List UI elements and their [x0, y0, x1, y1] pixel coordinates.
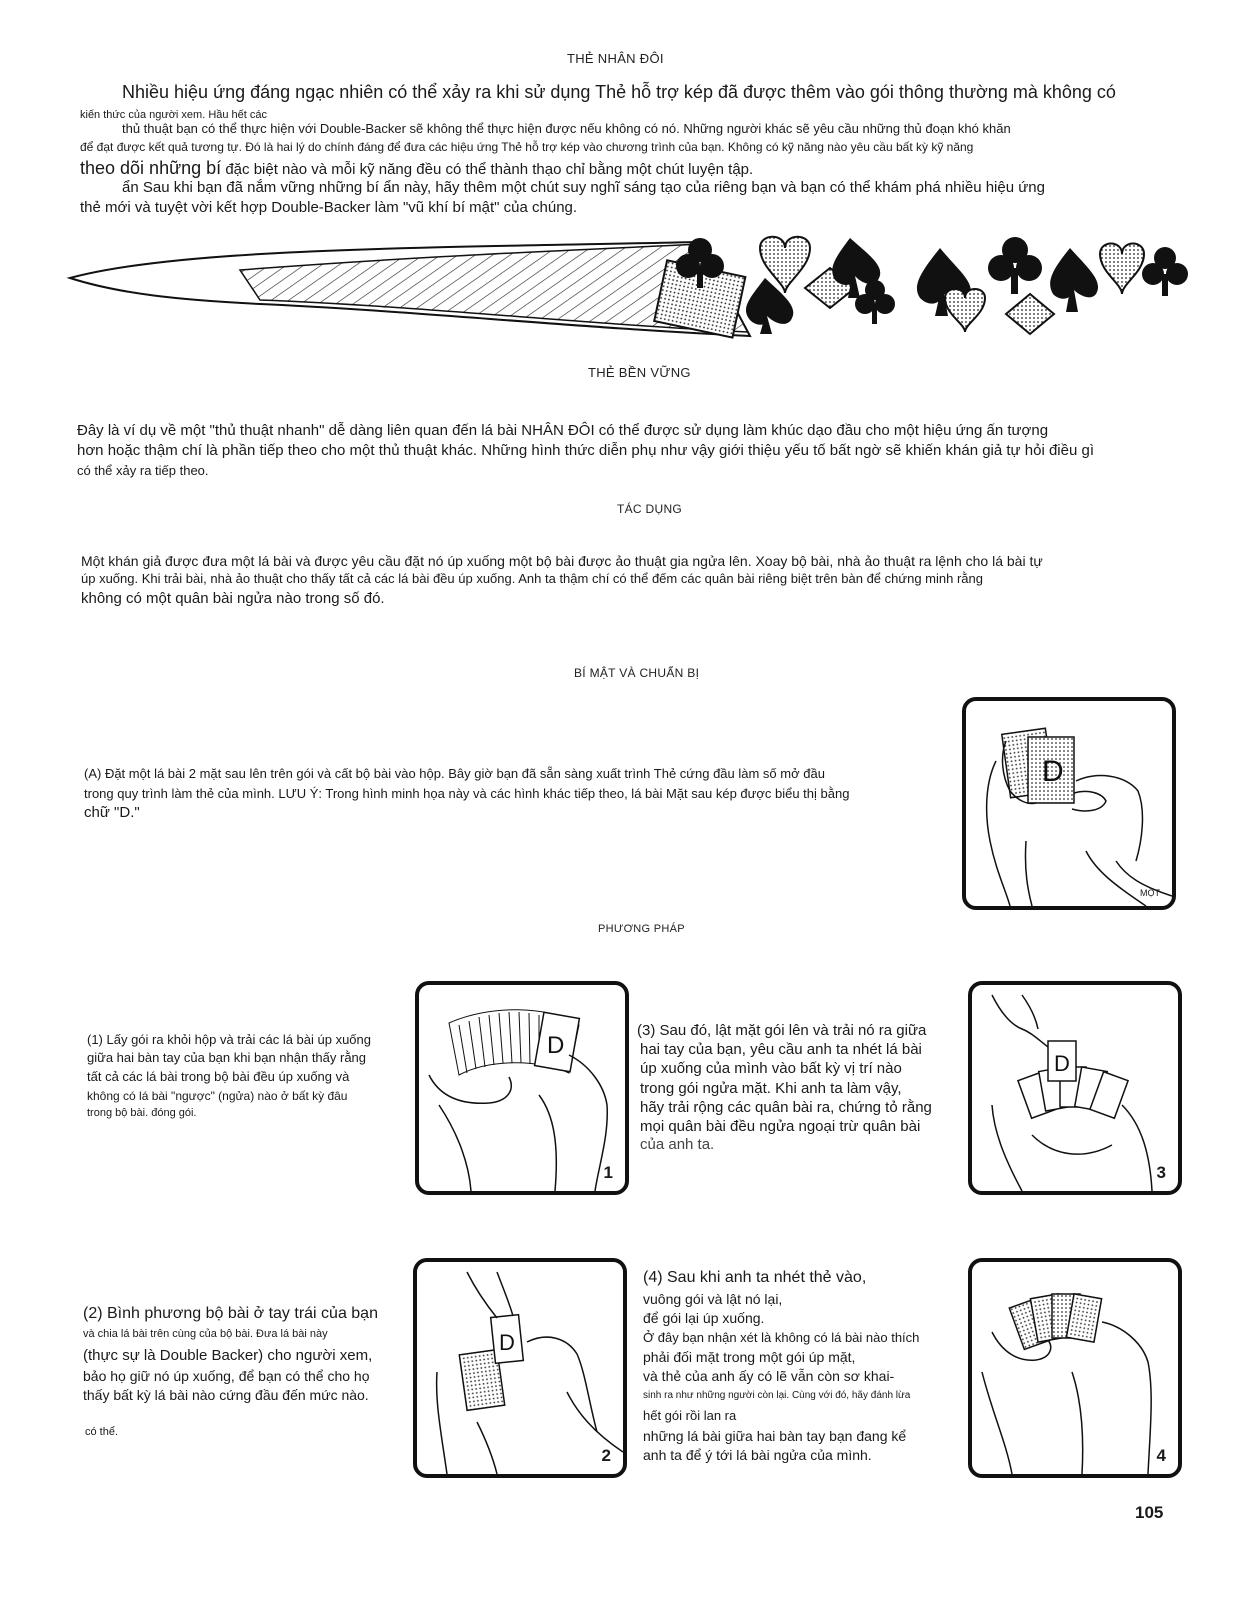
hands-holding-card-illustration	[966, 701, 1172, 906]
figure-caption: MỘT	[1140, 888, 1160, 898]
text-line: hết gói rồi lan ra	[643, 1408, 737, 1423]
card-handoff-illustration	[417, 1262, 623, 1474]
text-line: Nhiều hiệu ứng đáng ngạc nhiên có thể xảy ra khi sử dụng Thẻ hỗ trợ kép đã được thêm vào gói thông thường mà không có	[122, 82, 1116, 102]
section-heading-the-ben-vung: THẺ BỀN VỮNG	[588, 365, 691, 380]
card-letter: D	[499, 1330, 515, 1355]
text-line: (4) Sau khi anh ta nhét thẻ vào,	[643, 1269, 867, 1286]
text-line: thẻ mới và tuyệt vời kết hợp Double-Backer làm "vũ khí bí mật" của chúng.	[80, 199, 578, 216]
text-line: trong quy trình làm thẻ của mình. LƯU Ý: Trong hình minh họa này và các hình khác tiếp theo, lá bài Mặt sau kép được biểu thị bằng	[84, 786, 850, 801]
card-fan-banner	[60, 228, 1200, 346]
club-icon	[855, 280, 895, 324]
text-line: của anh ta.	[640, 1136, 715, 1153]
card-insertion-illustration	[972, 985, 1178, 1191]
figure-panel-a	[962, 697, 1176, 910]
text-line: úp xuống. Khi trải bài, nhà ảo thuật cho thấy tất cả các lá bài đều úp xuống. Anh ta thậm chí có thể đếm các quân bài riêng biệt trên bàn để chứng minh rằng	[81, 571, 983, 586]
text-line: để đạt được kết quả tương tự. Đó là hai lý do chính đáng để đưa các hiệu ứng Thẻ hỗ trợ kép vào chương trình của bạn. Không có kỹ năng nào yêu cầu bất kỳ kỹ năng	[80, 140, 974, 154]
card-letter: D	[1042, 755, 1064, 788]
text-line: vuông gói và lật nó lại,	[643, 1291, 783, 1307]
card-letter: D	[1054, 1051, 1070, 1076]
text-line: Một khán giả được đưa một lá bài và được yêu cầu đặt nó úp xuống một bộ bài được ảo thuật gia ngửa lên. Xoay bộ bài, nhà ảo thuật ra lệnh cho lá bài tự	[81, 553, 1043, 569]
text-line: có thể xảy ra tiếp theo.	[77, 463, 209, 478]
text-line: hơn hoặc thậm chí là phần tiếp theo cho một thủ thuật khác. Những hình thức diễn phụ như vậy giới thiệu yếu tố bất ngờ sẽ khiến khán giả tự hỏi điều gì	[77, 442, 1094, 459]
text-line: bảo họ giữ nó úp xuống, để bạn có thể cho họ	[83, 1368, 370, 1384]
text-line: (thực sự là Double Backer) cho người xem,	[83, 1347, 373, 1364]
text-line: để gói lại úp xuống.	[643, 1310, 765, 1326]
text-line: không có lá bài "ngược" (ngửa) nào ở bất kỳ đâu	[87, 1089, 348, 1103]
text-line: hãy trải rộng các quân bài ra, chứng tỏ rằng	[640, 1099, 932, 1116]
club-icon	[1142, 247, 1188, 296]
text-line: tất cả các lá bài trong bộ bài đều úp xuống và	[87, 1069, 350, 1084]
text-fragment: theo dõi những bí	[80, 158, 222, 178]
text-line: úp xuống của mình vào bất kỳ vị trí nào	[640, 1060, 902, 1077]
figure-panel-1	[415, 981, 629, 1195]
text-line: không có một quân bài ngửa nào trong số đó.	[81, 590, 385, 607]
figure-panel-2	[413, 1258, 627, 1478]
figure-number: 2	[601, 1446, 611, 1465]
text-line: thủ thuật bạn có thể thực hiện với Double-Backer sẽ không thể thực hiện được nếu không có nó. Những người khác sẽ yêu cầu những thủ đoạn khó khăn	[122, 121, 1011, 136]
text-line: phải đối mặt trong một gói úp mặt,	[643, 1349, 856, 1365]
text-line: (2) Bình phương bộ bài ở tay trái của bạn	[83, 1305, 378, 1322]
text-line: sinh ra như những người còn lại. Cùng với đó, hãy đánh lừa	[643, 1390, 911, 1401]
text-line: hai tay của bạn, yêu cầu anh ta nhét lá bài	[640, 1041, 922, 1058]
text-line: Ở đây bạn nhận xét là không có lá bài nào thích	[643, 1330, 920, 1345]
section-heading-the-nhan-doi: THẺ NHÂN ĐÔI	[567, 51, 664, 66]
text-fragment: đặc biệt nào và mỗi kỹ năng đều có thể thành thạo chỉ bằng một chút luyện tập.	[221, 161, 754, 178]
text-line: mọi quân bài đều ngửa ngoại trừ quân bài	[640, 1118, 921, 1135]
figure-number: 1	[603, 1163, 613, 1182]
text-line-mixed	[80, 158, 753, 179]
club-icon	[988, 237, 1042, 294]
page-number: 105	[1135, 1503, 1164, 1522]
diamond-icon	[1006, 294, 1054, 334]
text-line: (A) Đặt một lá bài 2 mặt sau lên trên gói và cất bộ bài vào hộp. Bây giờ bạn đã sẵn sàng xuất trình Thẻ cứng đầu làm số mở đầu	[84, 766, 825, 781]
text-line: ẩn Sau khi bạn đã nắm vững những bí ẩn này, hãy thêm một chút suy nghĩ sáng tạo của riêng bạn và bạn có thể khám phá nhiều hiệu ứng	[122, 179, 1045, 196]
section-heading-phuong-phap: PHƯƠNG PHÁP	[598, 923, 685, 935]
text-line: trong gói ngửa mặt. Khi anh ta làm vậy,	[640, 1080, 902, 1097]
text-line: thấy bất kỳ lá bài nào cứng đầu đến mức nào.	[83, 1387, 369, 1403]
figure-panel-3	[968, 981, 1182, 1195]
text-line: giữa hai bàn tay của bạn khi bạn nhận thấy rằng	[87, 1050, 367, 1065]
text-line: chữ "D."	[84, 804, 140, 821]
card-spread-illustration	[419, 985, 625, 1191]
heart-icon	[945, 289, 985, 332]
text-line: (1) Lấy gói ra khỏi hộp và trải các lá bài úp xuống	[87, 1032, 372, 1047]
text-line: kiến thức của người xem. Hầu hết các	[80, 109, 268, 121]
figure-panel-4	[968, 1258, 1182, 1478]
spade-icon	[1050, 248, 1098, 312]
section-heading-tac-dung: TÁC DỤNG	[617, 502, 683, 516]
text-line: Đây là ví dụ về một "thủ thuật nhanh" dễ dàng liên quan đến lá bài NHÂN ĐÔI có thể được sử dụng làm khúc dạo đầu cho một hiệu ứng ấn tượng	[77, 422, 1049, 439]
text-line: trong bộ bài. đóng gói.	[87, 1107, 197, 1119]
text-line: và thẻ của anh ấy có lẽ vẫn còn sơ khai-	[643, 1368, 895, 1384]
text-line: anh ta để ý tới lá bài ngửa của mình.	[643, 1447, 872, 1463]
section-heading-bi-mat: BÍ MẬT VÀ CHUẨN BỊ	[574, 666, 700, 680]
text-line: có thể.	[85, 1426, 119, 1438]
figure-number: 4	[1156, 1446, 1166, 1465]
text-line: những lá bài giữa hai bàn tay bạn đang kể	[643, 1428, 907, 1444]
heart-icon	[1100, 244, 1144, 295]
text-line: và chia lá bài trên cùng của bộ bài. Đưa lá bài này	[83, 1328, 328, 1340]
card-fan-closing-illustration	[972, 1262, 1178, 1474]
card-letter: D	[547, 1032, 565, 1059]
figure-number: 3	[1156, 1163, 1166, 1182]
text-line: (3) Sau đó, lật mặt gói lên và trải nó ra giữa	[637, 1022, 927, 1039]
